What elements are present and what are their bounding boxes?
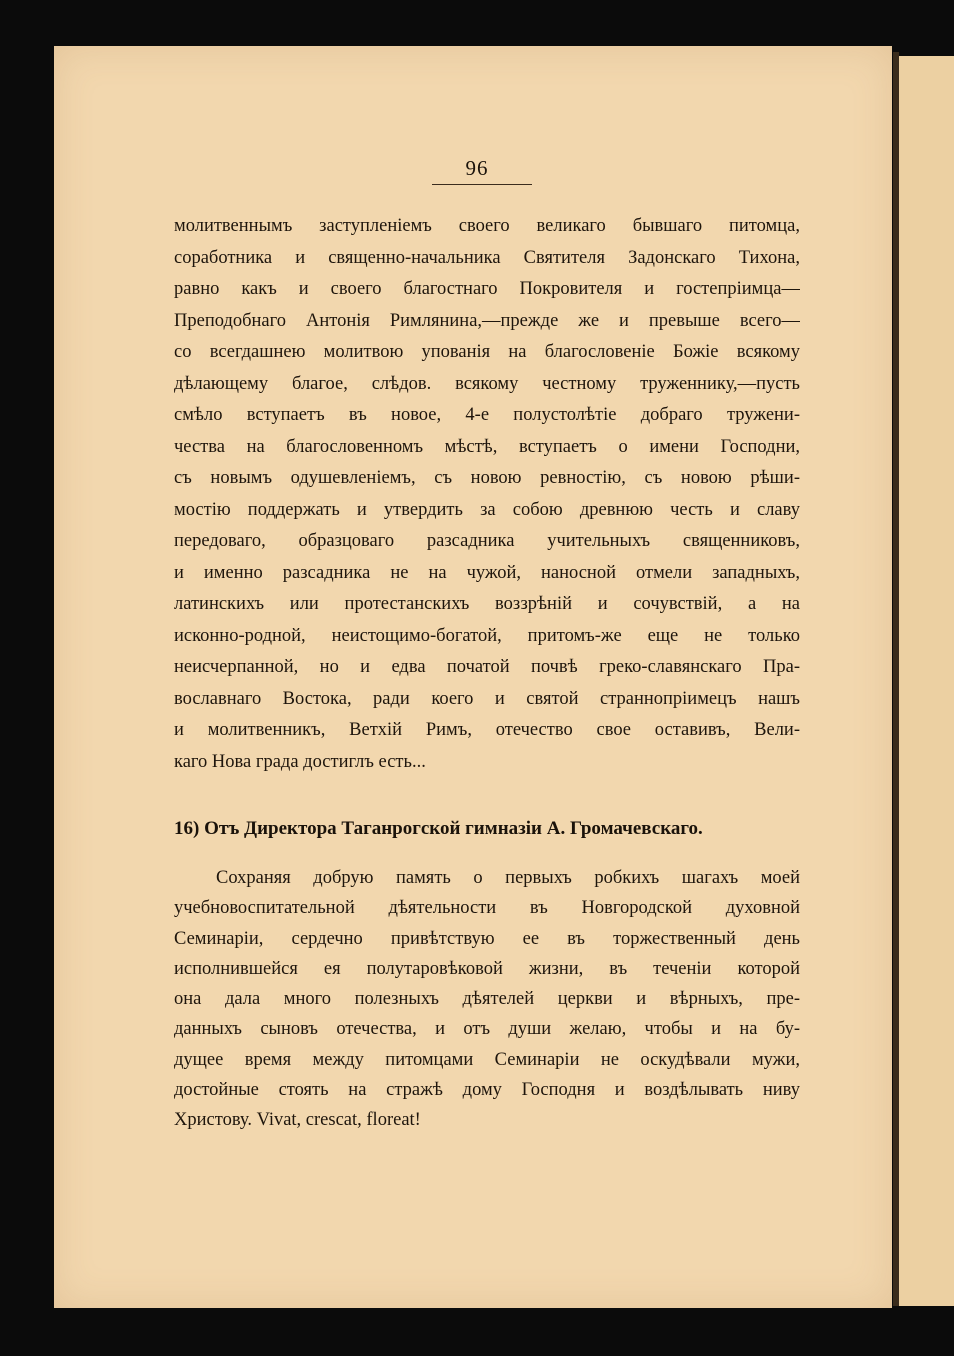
paragraph-1 bbox=[174, 211, 800, 778]
text-line: и именно разсадника не на чужой, наносной отмели западныхъ, bbox=[174, 562, 800, 583]
text-line: вославнаго Востока, ради коего и святой страннопріимецъ нашъ bbox=[174, 688, 800, 709]
text-line: исконно-родной, неистощимо-богатой, притомъ-же еще не только bbox=[174, 625, 800, 646]
text-line: достойные стоять на стражѣ дому Господня и воздѣлывать ниву bbox=[174, 1080, 800, 1101]
text-line: передоваго, образцоваго разсадника учительныхъ священниковъ, bbox=[174, 531, 800, 551]
text-line: Преподобнаго Антонія Римлянина,—прежде же и превыше всего— bbox=[174, 310, 800, 331]
section-heading: 16) Отъ Директора Таганрогской гимназіи А. Громачевскаго. bbox=[174, 818, 703, 839]
text-line: и молитвенникъ, Ветхій Римъ, отечество свое оставивъ, Вели- bbox=[174, 720, 800, 740]
page-number: 96 bbox=[465, 156, 489, 180]
text-line: съ новымъ одушевленіемъ, съ новою ревностію, съ новою рѣши- bbox=[174, 468, 800, 488]
text-line: латинскихъ или протестанскихъ воззрѣній и сочувствій, а на bbox=[174, 594, 800, 614]
page-number-rule bbox=[432, 184, 532, 185]
text-line: со всегдашнею молитвою упованія на благословеніе Божіе всякому bbox=[174, 342, 800, 362]
text-line: дѣлающему благое, слѣдов. всякому честному труженнику,—пусть bbox=[174, 373, 800, 394]
text-line: она дала много полезныхъ дѣятелей церкви и вѣрныхъ, пре- bbox=[174, 989, 800, 1010]
paragraph-2 bbox=[174, 863, 800, 1136]
text-line: данныхъ сыновъ отечества, и отъ души желаю, чтобы и на бу- bbox=[174, 1019, 800, 1040]
text-line: мостію поддержать и утвердить за собою древнюю честь и славу bbox=[174, 499, 800, 520]
text-line: Христову. Vivat, crescat, floreat! bbox=[174, 1110, 421, 1131]
adjacent-page-edge bbox=[899, 56, 954, 1306]
text-line: Сохраняя добрую память о первыхъ робкихъ шагахъ моей bbox=[216, 868, 800, 888]
text-line: исполнившейся ея полутаровѣковой жизни, въ теченіи которой bbox=[174, 958, 800, 979]
text-line: чества на благословенномъ мѣстѣ, вступаетъ о имени Господни, bbox=[174, 436, 800, 457]
text-line: равно какъ и своего благостнаго Покровителя и гостепріимца— bbox=[174, 279, 800, 299]
text-line: молитвеннымъ заступленіемъ своего великаго бывшаго питомца, bbox=[174, 216, 800, 236]
text-line: учебновоспитательной дѣятельности въ Новгородской духовной bbox=[174, 898, 800, 919]
text-line: соработника и священно-начальника Святителя Задонскаго Тихона, bbox=[174, 247, 800, 268]
text-line: Семинаріи, сердечно привѣтствую ее въ торжественный день bbox=[174, 928, 800, 949]
text-line: дущее время между питомцами Семинаріи не оскудѣвали мужи, bbox=[174, 1049, 800, 1070]
text-line: неисчерпанной, но и едва початой почвѣ греко-славянскаго Пра- bbox=[174, 657, 800, 677]
text-line: каго Нова града достиглъ есть... bbox=[174, 751, 426, 772]
text-line: смѣло вступаетъ въ новое, 4-е полустолѣтіе добраго тружени- bbox=[174, 405, 800, 425]
